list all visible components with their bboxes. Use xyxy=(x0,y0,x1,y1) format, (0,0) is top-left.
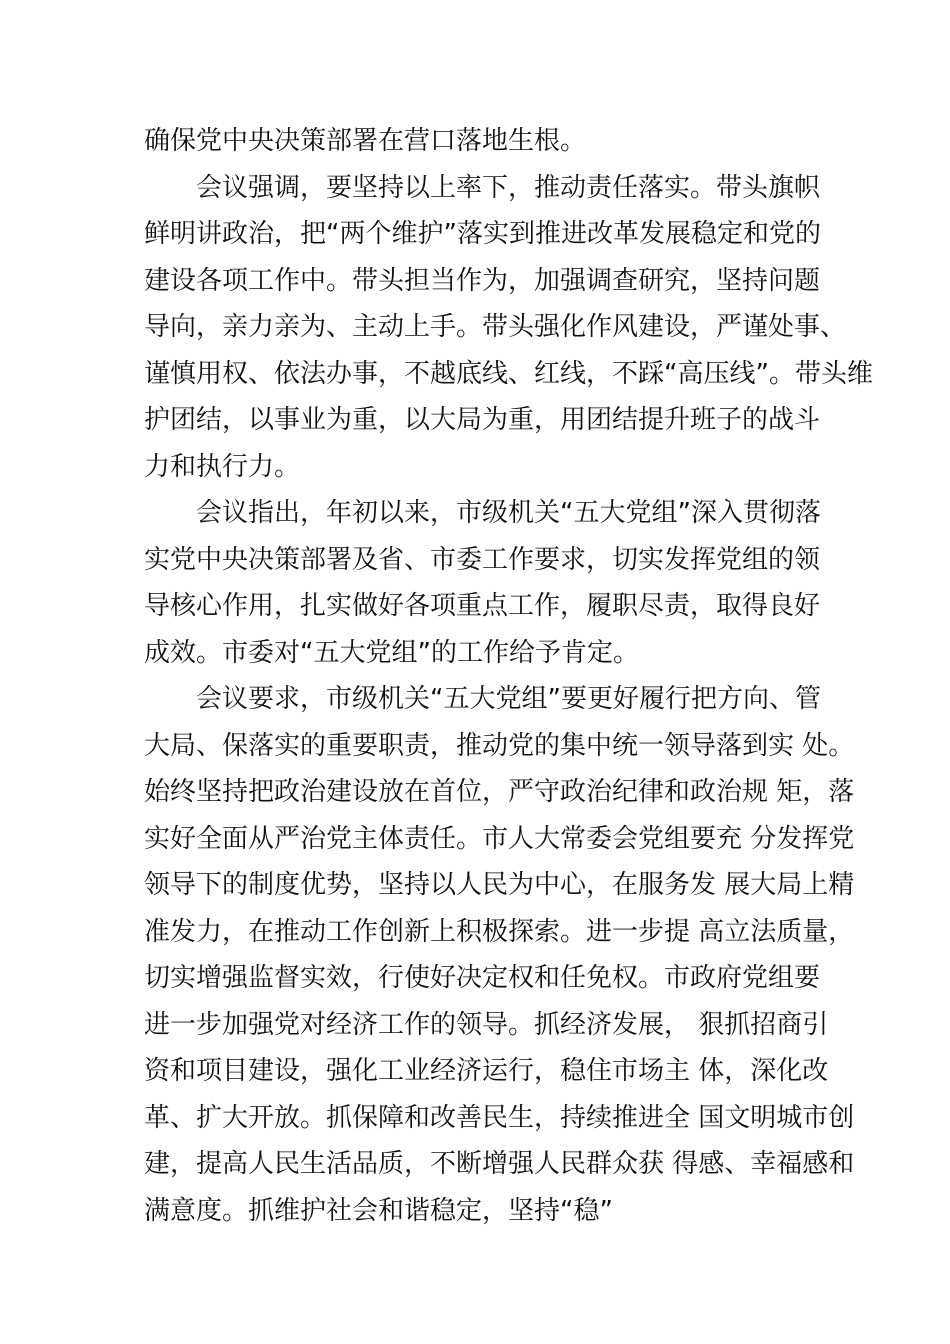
text-line: 建，提高人民生活品质，不断增强人民群众获 得感、幸福感和 xyxy=(144,1149,855,1179)
text-line: 导核心作用，扎实做好各项重点工作，履职尽责，取得良好 xyxy=(144,591,821,621)
text-line: 实好全面从严治党主体责任。市人大常委会党组要充 分发挥党 xyxy=(144,823,855,854)
text-line: 谨慎用权、依法办事，不越底线、红线，不踩“高压线”。带头维 xyxy=(144,358,873,389)
text-line: 建设各项工作中。带头担当作为，加强调查研究，坚持问题 xyxy=(144,265,821,296)
text-line: 护团结，以事业为重，以大局为重，用团结提升班子的战斗 xyxy=(144,405,821,435)
text-line: 始终坚持把政治建设放在首位，严守政治纪律和政治规 矩，落 xyxy=(144,777,855,807)
paragraph-start-line: 会议强调，要坚持以上率下，推动责任落实。带头旗帜 xyxy=(196,172,821,203)
text-line: 领导下的制度优势，坚持以人民为中心，在服务发 展大局上精 xyxy=(144,870,855,900)
text-line: 力和执行力。 xyxy=(144,451,301,482)
text-line: 革、扩大开放。抓保障和改善民生，持续推进全 国文明城市创 xyxy=(144,1102,855,1133)
text-line: 进一步加强党对经济工作的领导。抓经济发展， 狠抓招商引 xyxy=(144,1009,829,1040)
paragraph-start-line: 会议要求，市级机关“五大党组”要更好履行把方向、管 xyxy=(196,684,821,714)
text-line: 大局、保落实的重要职责，推动党的集中统一领导落到实 处。 xyxy=(144,730,855,761)
paragraph-start-line: 会议指出，年初以来，市级机关“五大党组”深入贯彻落 xyxy=(196,498,821,528)
text-line: 资和项目建设，强化工业经济运行，稳住市场主 体，深化改 xyxy=(144,1056,829,1086)
text-line: 成效。市委对“五大党组”的工作给予肯定。 xyxy=(144,637,639,668)
text-line: 鲜明讲政治，把“两个维护”落实到推进改革发展稳定和党的 xyxy=(144,219,821,249)
text-line: 实党中央决策部署及省、市委工作要求，切实发挥党组的领 xyxy=(144,544,821,575)
text-line: 导向，亲力亲为、主动上手。带头强化作风建设，严谨处事、 xyxy=(144,312,847,342)
text-line: 准发力，在推动工作创新上积极探索。进一步提 高立法质量， xyxy=(144,916,855,947)
text-line: 确保党中央决策部署在营口落地生根。 xyxy=(144,126,587,156)
text-line: 切实增强监督实效，行使好决定权和任免权。市政府党组要 xyxy=(144,963,821,993)
body-text xyxy=(144,118,873,1234)
text-line: 满意度。抓维护社会和谐稳定，坚持“稳” xyxy=(144,1195,613,1226)
